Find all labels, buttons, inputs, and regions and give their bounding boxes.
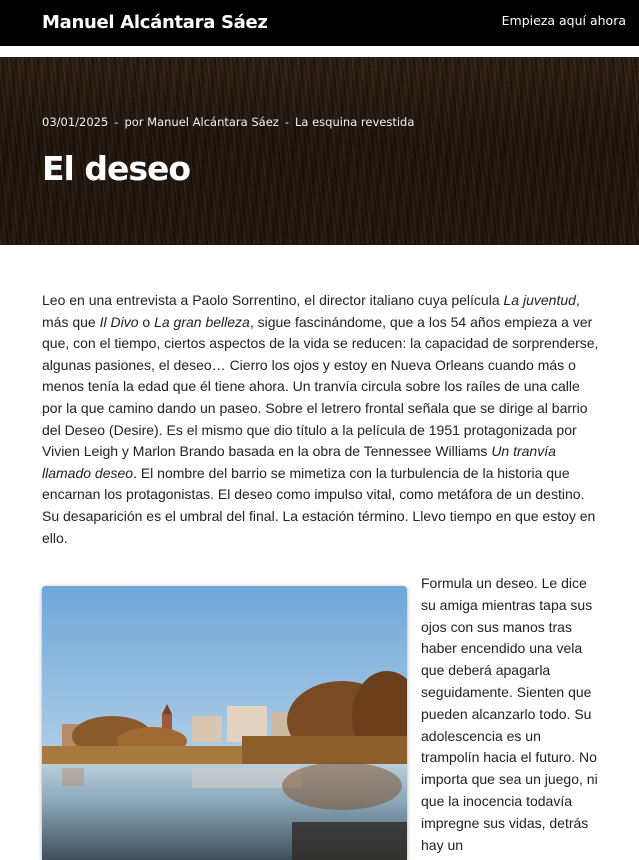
text-run: . El nombre del barrio se mimetiza con la turbulencia de la historia que encarnan los protagonistas. El deseo como impulso vital, como metáfora de un destino. Su desaparición es el umbral del final. La estación término. Llevo tiempo en que estoy en ello. — [42, 464, 596, 546]
film-title: Un tranvía llamado deseo — [42, 443, 556, 481]
text-run: o — [138, 313, 155, 330]
film-title: La juventud — [503, 292, 576, 308]
film-title: Il Divo — [99, 313, 139, 330]
paragraph-2: Formula un deseo. Le dice su amiga mientras tapa sus ojos con sus manos tras haber encendido una vela que deberá apagarla seguidamente. Sienten que pueden alcanzarlo todo. Su adolescencia es un trampolín hacia el futuro. No importa que sea un juego, ni que la inocencia todavía impregne sus vidas, detrás hay un — [421, 575, 598, 853]
start-here-link[interactable]: Empieza aquí ahora — [501, 13, 626, 28]
site-title-link[interactable]: Manuel Alcántara Sáez — [42, 12, 268, 33]
film-title: La gran belleza — [154, 313, 250, 330]
text-run: , más que — [42, 292, 580, 330]
paragraph-1 — [42, 290, 602, 549]
post-author-link[interactable]: por Manuel Alcántara Sáez — [124, 115, 279, 129]
site-header — [0, 0, 639, 46]
post-meta — [42, 115, 414, 129]
post-category-link[interactable]: La esquina revestida — [294, 115, 415, 129]
river-town-photo — [42, 586, 407, 860]
post-image — [42, 586, 407, 860]
post-hero — [0, 57, 639, 245]
post-body — [42, 290, 602, 549]
post-title: El deseo — [42, 149, 191, 188]
text-run: , sigue fascinándome, que a los 54 años empieza a ver que, con el tiempo, ciertos aspectos de la vida se reducen: la capacidad de sorprenderse, algunas pasiones, el deseo… Cierro los ojos y estoy en Nueva Orleans cuando más o menos tenía la edad que él tiene ahora. Un tranvía circula sobre los raíles de una calle por la que camino dando un paseo. Sobre el letrero frontal señala que se dirige al barrio del Deseo (Desire). Es el mismo que dio título a la película de 1951 protagonizada por Vivien Leigh y Marlon Brando basada en la obra de Tennessee Williams — [42, 313, 599, 460]
post-date: 03/01/2025 — [42, 115, 109, 129]
text-run: Leo en una entrevista a Paolo Sorrentino, el director italiano cuya película — [42, 292, 504, 308]
meta-separator: - — [284, 115, 289, 129]
meta-separator: - — [114, 115, 119, 129]
